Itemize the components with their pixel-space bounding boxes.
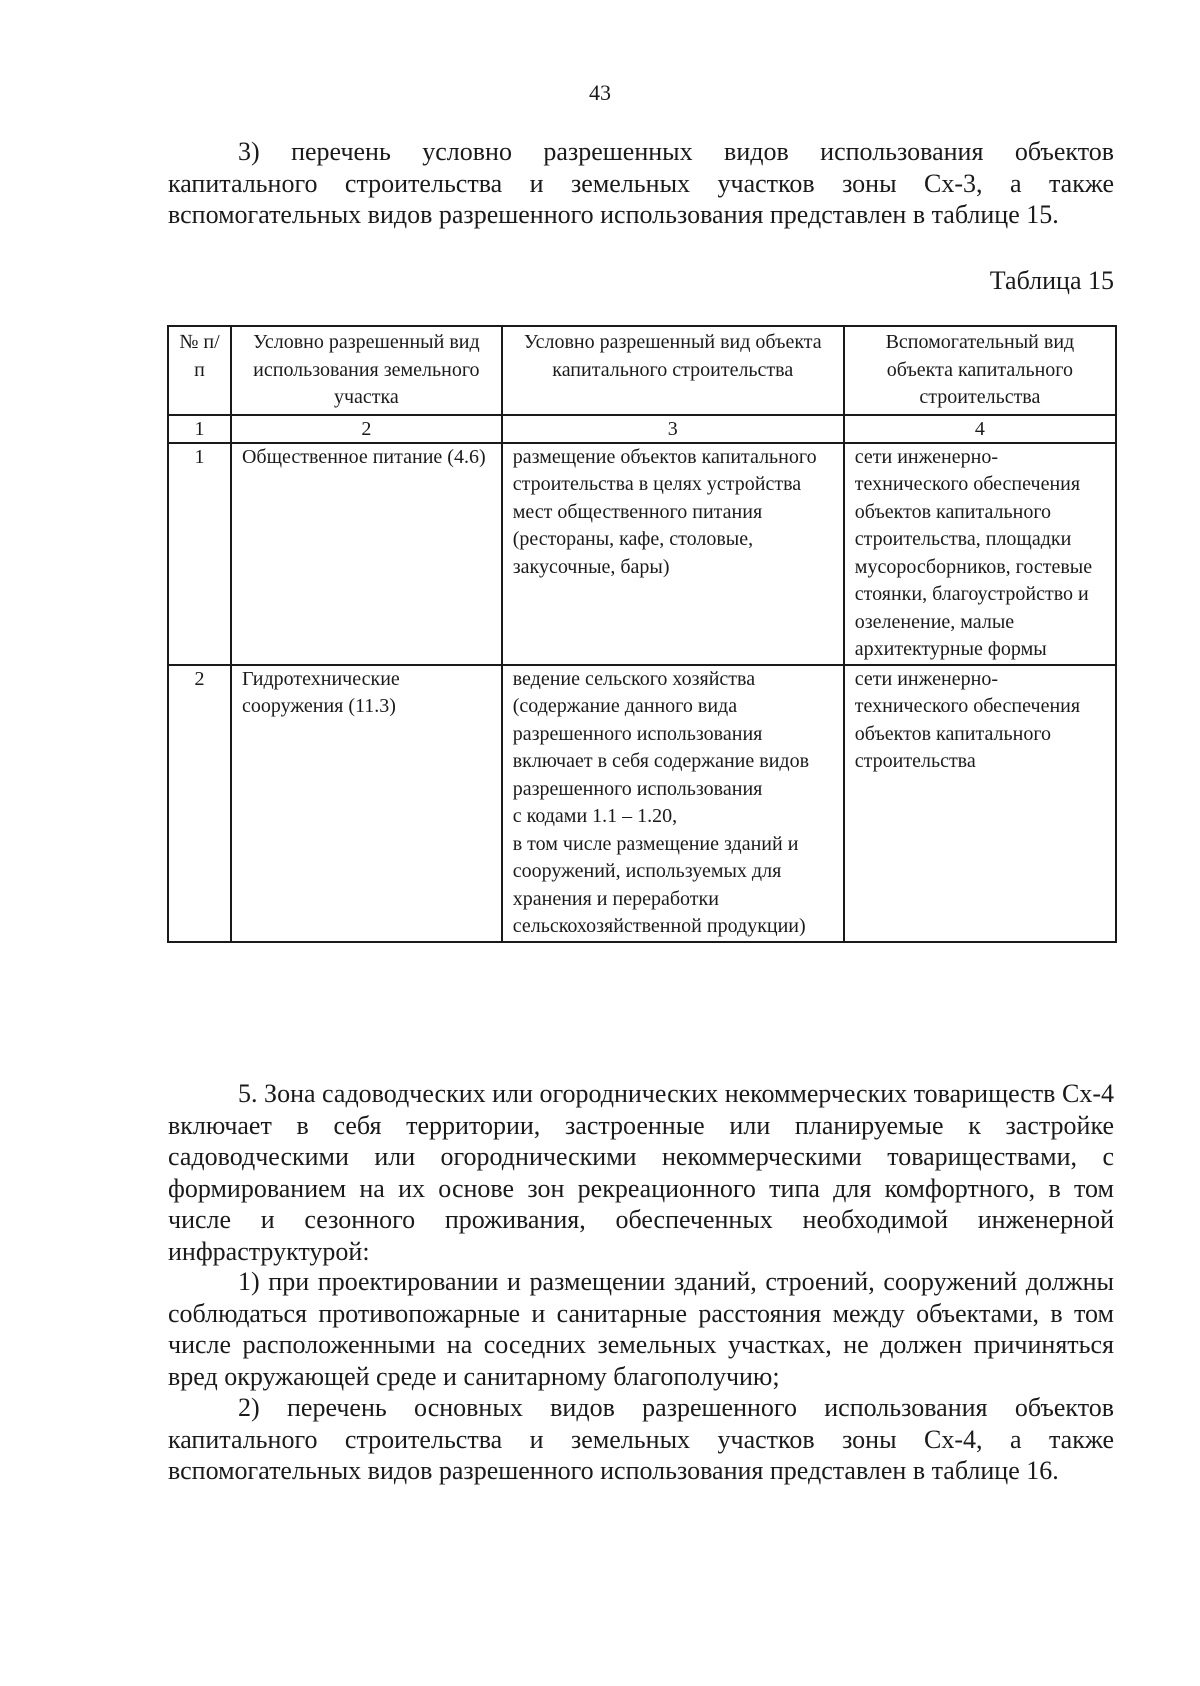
- column-number: 3: [502, 415, 844, 443]
- row-land-use: Общественное питание (4.6): [231, 443, 502, 665]
- row-capital-object-part: с кодами 1.1 – 1.20,: [512, 805, 678, 827]
- page-number: 43: [589, 80, 611, 105]
- item2-paragraph: 2) перечень основных видов разрешенного использования объектов капитального строительства и земельных участков зоны Сх-4, а также вспомогательных видов разрешенного использования представлен в таблице 16.: [168, 1393, 1114, 1485]
- permitted-use-table: [167, 325, 1117, 943]
- row-number: 2: [168, 665, 231, 942]
- column-number: 4: [844, 415, 1116, 443]
- table-row: [168, 443, 1116, 665]
- intro-paragraph: 3) перечень условно разрешенных видов использования объектов капитального строительства и земельных участков зоны Сх-3, а также вспомогательных видов разрешенного использования представлен в таблице 15.: [168, 137, 1114, 229]
- row-capital-object: размещение объектов капитального строительства в целях устройства мест общественного питания (рестораны, кафе, столовые, закусочные, бары): [502, 443, 844, 665]
- table-caption: Таблица 15: [989, 266, 1114, 295]
- row-auxiliary: сети инженерно-технического обеспечения объектов капитального строительства, площадки мусоросборников, гостевые стоянки, благоустройство и озеленение, малые архитектурные формы: [844, 443, 1116, 665]
- row-number: 1: [168, 443, 231, 665]
- column-number-row: [168, 415, 1116, 443]
- row-land-use: Гидротехнические сооружения (11.3): [231, 665, 502, 942]
- item1-paragraph: 1) при проектировании и размещении зданий, строений, сооружений должны соблюдаться противопожарные и санитарные расстояния между объектами, в том числе расположенными на соседних земельных участках, не должен причиняться вред окружающей среде и санитарному благополучию;: [168, 1267, 1114, 1391]
- header-number: № п/п: [168, 326, 231, 415]
- column-number: 2: [231, 415, 502, 443]
- header-capital-object: Условно разрешенный вид объекта капитального строительства: [502, 326, 844, 415]
- row-capital-object-part: в том числе размещение зданий и сооружений, используемых для хранения и переработки сельскохозяйственной продукции): [512, 832, 806, 937]
- header-land-use: Условно разрешенный вид использования земельного участка: [231, 326, 502, 415]
- zone-paragraph: 5. Зона садоводческих или огороднических некоммерческих товариществ Сх-4 включает в себя территории, застроенные или планируемые к застройке садоводческими или огородническими некоммерческими товариществами, с формированием на их основе зон рекреационного типа для комфортного, в том числе и сезонного проживания, обеспеченных необходимой инженерной инфраструктурой:: [168, 1079, 1114, 1266]
- table-row: [168, 665, 1116, 942]
- column-number: 1: [168, 415, 231, 443]
- header-auxiliary: Вспомогательный вид объекта капитального строительства: [844, 326, 1116, 415]
- table-header-row: [168, 326, 1116, 415]
- row-auxiliary: сети инженерно-технического обеспечения объектов капитального строительства: [844, 665, 1116, 942]
- row-capital-object-part: ведение сельского хозяйства (содержание данного вида разрешенного использования включает в себя содержание видов разрешенного использования: [512, 667, 810, 800]
- row-capital-object: [502, 665, 844, 942]
